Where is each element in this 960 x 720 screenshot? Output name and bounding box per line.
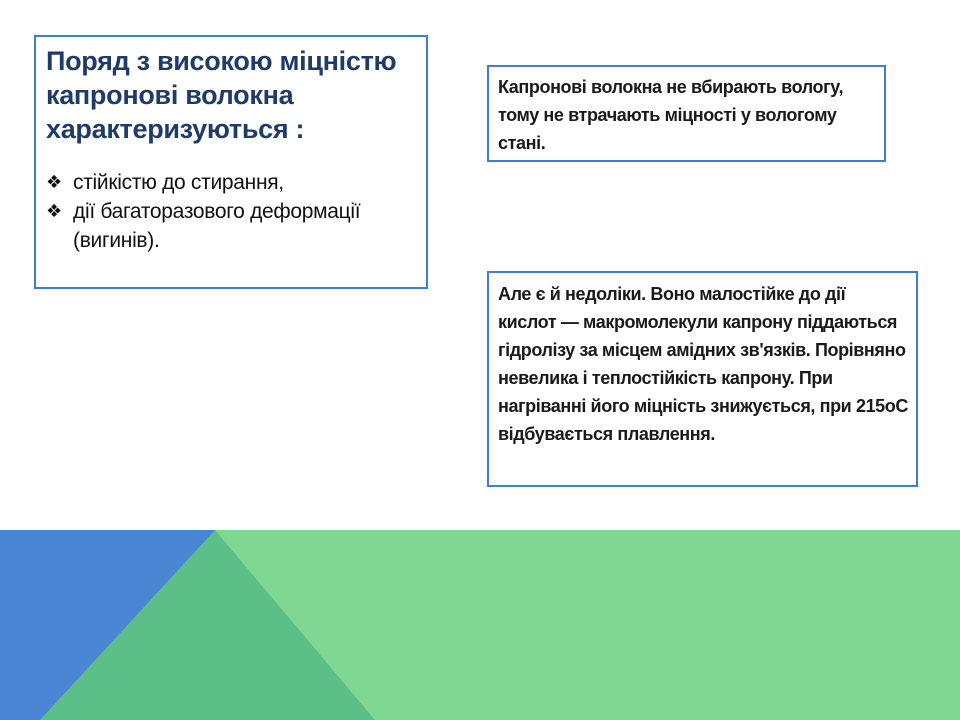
moisture-textbox (487, 65, 886, 162)
moisture-text: Капронові волокна не вбирають вологу, тому не втрачають міцності у вологому стані. (498, 77, 844, 153)
list-item (46, 168, 418, 197)
strengths-heading: Поряд з високою міцністю капронові волокна характеризуються : (46, 46, 397, 144)
drawbacks-textbox (487, 271, 918, 487)
strengths-textbox (34, 35, 428, 289)
diamond-bullet-icon: ❖ (46, 201, 62, 222)
drawbacks-text: Але є й недоліки. Воно малостійке до дії кислот — макромолекули капрону піддаються гідролізу за місцем амідних зв'язків. Порівняно невелика і теплостійкість капрону. При нагріванні його міцність знижується, при 215оС відбувається плавлення. (498, 284, 908, 444)
list-item (46, 197, 418, 255)
strengths-list (46, 168, 418, 255)
diamond-bullet-icon: ❖ (46, 172, 62, 193)
list-item-text: дії багаторазового деформації (вигинів). (73, 200, 361, 252)
list-item-text: стійкістю до стирання, (73, 171, 284, 194)
